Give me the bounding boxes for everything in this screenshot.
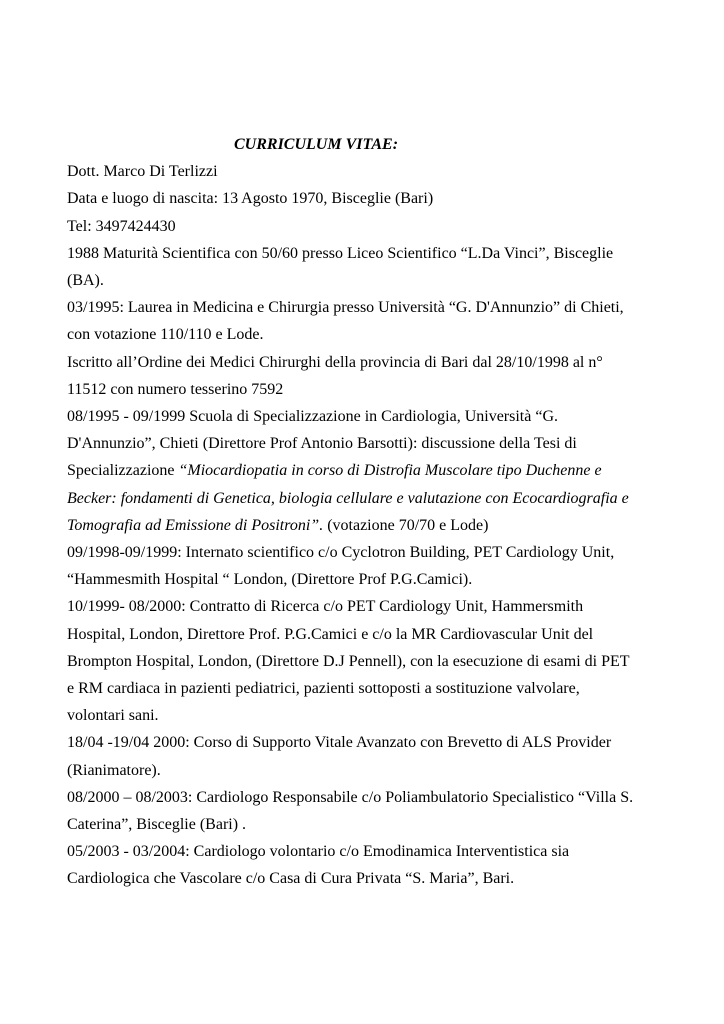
thesis-prefix: Specializzazione — [67, 462, 179, 480]
thesis-title-part-3: Tomografia ad Emissione di Positroni”. — [67, 516, 324, 534]
cv-line: 08/2000 – 08/2003: Cardiologo Responsabile c/o Poliambulatorio Specialistico “Villa S. — [67, 788, 634, 806]
cv-line: con votazione 110/110 e Lode. — [67, 326, 264, 344]
cv-line: volontari sani. — [67, 707, 159, 725]
thesis-title-part-1: “Miocardiopatia in corso di Distrofia Muscolare tipo Duchenne e — [178, 462, 602, 480]
cv-line: “Hammesmith Hospital “ London, (Direttore Prof P.G.Camici). — [67, 571, 473, 589]
cv-line: Hospital, London, Direttore Prof. P.G.Camici e c/o la MR Cardiovascular Unit del — [67, 625, 594, 643]
cv-line: Dott. Marco Di Terlizzi — [67, 163, 218, 181]
cv-line: Data e luogo di nascita: 13 Agosto 1970, Bisceglie (Bari) — [67, 190, 434, 208]
thesis-grade: (votazione 70/70 e Lode) — [323, 516, 489, 534]
document-title: CURRICULUM VITAE: — [234, 136, 399, 153]
cv-line: 1988 Maturità Scientifica con 50/60 presso Liceo Scientifico “L.Da Vinci”, Bisceglie — [67, 244, 614, 262]
cv-line: Caterina”, Bisceglie (Bari) . — [67, 816, 247, 834]
cv-line: Cardiologica che Vascolare c/o Casa di Cura Privata “S. Maria”, Bari. — [67, 870, 515, 888]
thesis-line-3 — [67, 512, 667, 539]
cv-line: e RM cardiaca in pazienti pediatrici, pazienti sottoposti a sostituzione valvolare, — [67, 680, 580, 698]
cv-line: 03/1995: Laurea in Medicina e Chirurgia presso Università “G. D'Annunzio” di Chieti, — [67, 299, 624, 317]
cv-line: 05/2003 - 03/2004: Cardiologo volontario c/o Emodinamica Interventistica sia — [67, 843, 570, 861]
cv-line: D'Annunzio”, Chieti (Direttore Prof Antonio Barsotti): discussione della Tesi di — [67, 435, 577, 453]
cv-line: Iscritto all’Ordine dei Medici Chirurghi della provincia di Bari dal 28/10/1998 al n° — [67, 353, 603, 371]
cv-line: 18/04 -19/04 2000: Corso di Supporto Vitale Avanzato con Brevetto di ALS Provider — [67, 734, 612, 752]
cv-line: Brompton Hospital, London, (Direttore D.J Pennell), con la esecuzione di esami di PET — [67, 652, 630, 670]
cv-line: (Rianimatore). — [67, 761, 161, 779]
thesis-title-part-2: Becker: fondamenti di Genetica, biologia cellulare e valutazione con Ecocardiografia e — [67, 489, 629, 507]
cv-line: 10/1999- 08/2000: Contratto di Ricerca c/o PET Cardiology Unit, Hammersmith — [67, 598, 584, 616]
cv-line: 09/1998-09/1999: Internato scientifico c/o Cyclotron Building, PET Cardiology Unit, — [67, 544, 615, 562]
cv-line: 11512 con numero tesserino 7592 — [67, 380, 284, 398]
cv-line: (BA). — [67, 272, 104, 290]
thesis-line-1 — [67, 457, 667, 484]
cv-line: 08/1995 - 09/1999 Scuola di Specializzazione in Cardiologia, Università “G. — [67, 408, 558, 426]
cv-body — [67, 131, 667, 893]
cv-line: Tel: 3497424430 — [67, 217, 176, 235]
